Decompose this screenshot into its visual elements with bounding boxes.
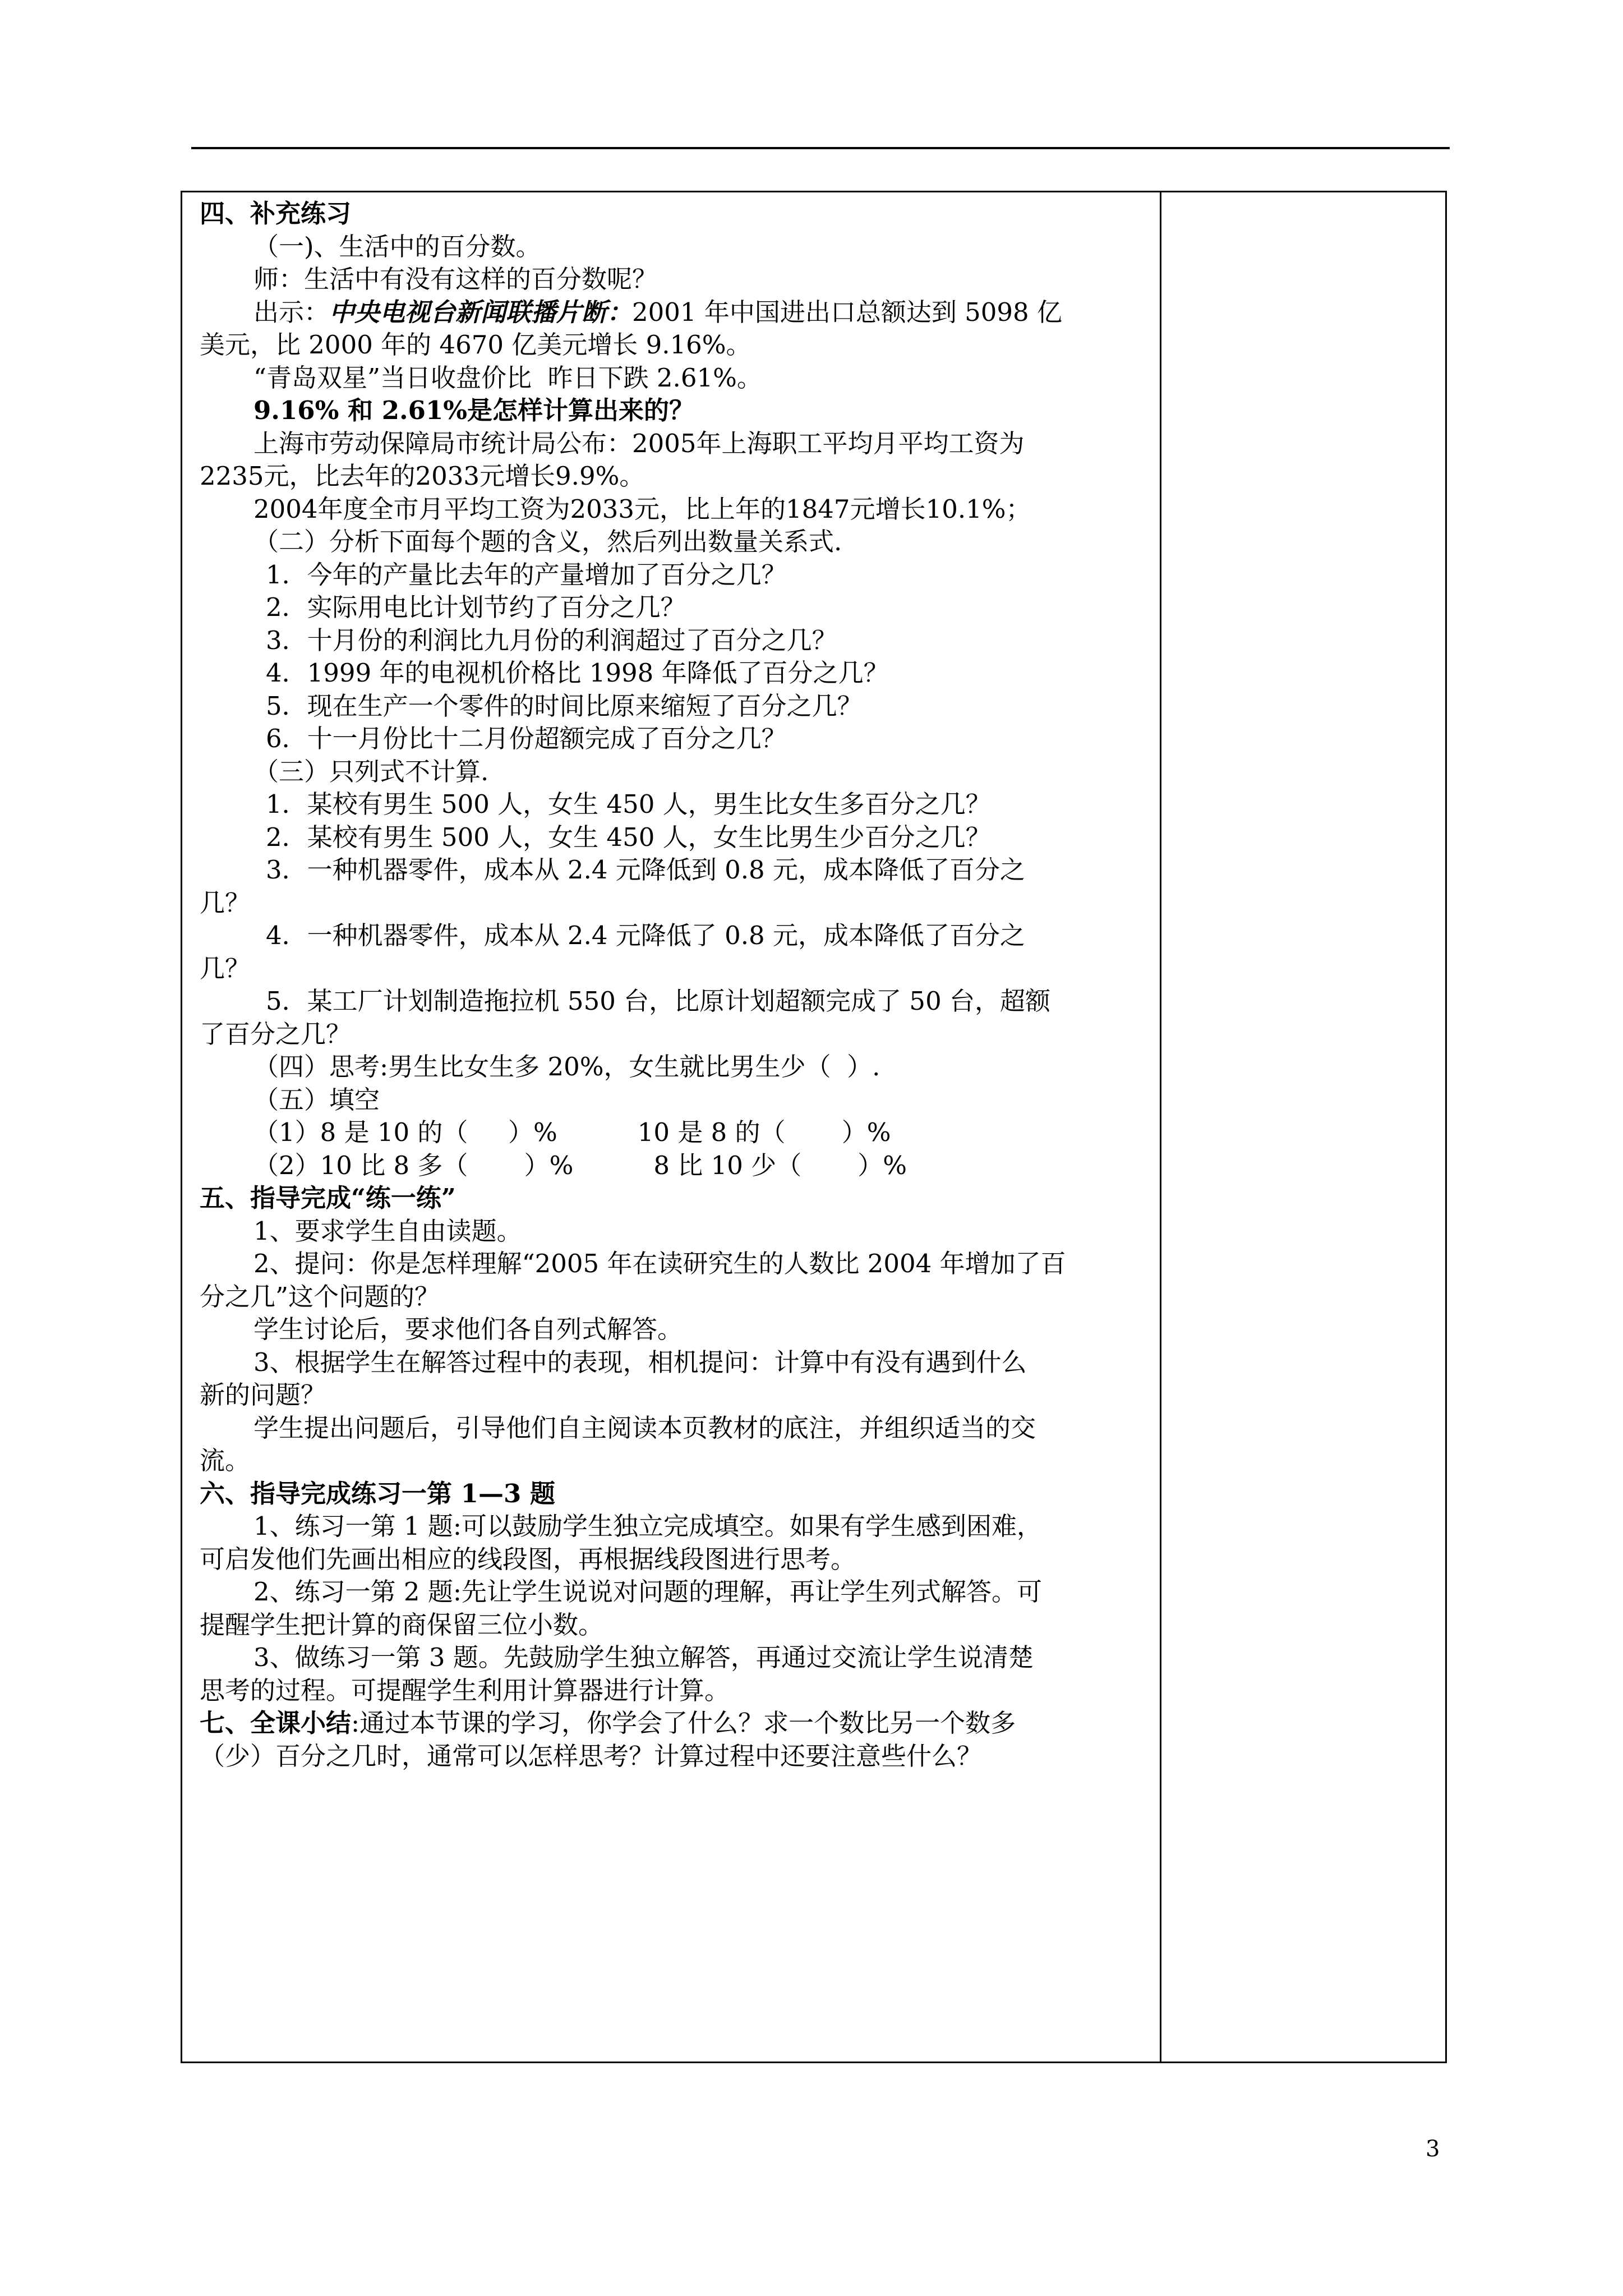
list-item: 1．今年的产量比去年的产量增加了百分之几？: [266, 559, 787, 590]
list-item: 5．某工厂计划制造拖拉机 550 台，比原计划超额完成了 50 台，超额: [266, 986, 1051, 1016]
list-item: 3．一种机器零件，成本从 2.4 元降低到 0.8 元，成本降低了百分之: [266, 855, 1025, 885]
text-span: 2001 年中国进出口总额达到 5098 亿: [632, 297, 1062, 327]
table-column-divider: [1160, 191, 1161, 2063]
list-item: 4．1999 年的电视机价格比 1998 年降低了百分之几？: [266, 658, 889, 688]
header-rule: [191, 147, 1450, 149]
section-title-7: 七、全课小结: [200, 1708, 352, 1738]
text-line: （三）只列式不计算.: [253, 756, 489, 786]
text-line: 几？: [200, 887, 251, 918]
list-item: 3．十月份的利润比九月份的利润超过了百分之几？: [266, 625, 837, 655]
fill-blank-line: （2）10 比 8 多（ ）% 8 比 10 少（ ）%: [253, 1150, 907, 1180]
list-item: 1．某校有男生 500 人，女生 450 人，男生比女生多百分之几？: [266, 789, 991, 819]
section-title-4: 四、补充练习: [200, 199, 352, 228]
list-item: 2．实际用电比计划节约了百分之几？: [266, 592, 686, 622]
text-line: 上海市劳动保障局市统计局公布：2005年上海职工平均月平均工资为: [253, 428, 1025, 458]
list-item: 2．某校有男生 500 人，女生 450 人，女生比男生少百分之几？: [266, 822, 991, 852]
text-line: 1、练习一第 1 题:可以鼓励学生独立完成填空。如果有学生感到困难，: [253, 1511, 1043, 1541]
list-item: 6．十一月份比十二月份超额完成了百分之几？: [266, 724, 787, 753]
text-line: 分之几”这个问题的？: [200, 1281, 440, 1312]
text-line: 3、根据学生在解答过程中的表现，相机提问：计算中有没有遇到什么: [253, 1347, 1027, 1377]
text-line: 1、要求学生自由读题。: [253, 1216, 522, 1246]
text-line: （二）分析下面每个题的含义，然后列出数量关系式.: [253, 527, 842, 556]
text-line: 2、练习一第 2 题:先让学生说说对问题的理解，再让学生列式解答。可: [253, 1577, 1043, 1607]
section-title-6: 六、指导完成练习一第 1—3 题: [200, 1478, 555, 1508]
section-title-5: 五、指导完成“练一练”: [200, 1183, 456, 1213]
text-line: （五）填空: [253, 1084, 380, 1115]
text-line: 了百分之几？: [200, 1019, 352, 1049]
text-line: 学生讨论后，要求他们各自列式解答。: [253, 1314, 683, 1344]
text-line: “青岛双星”当日收盘价比 昨日下跌 2.61%。: [253, 362, 762, 393]
text-line: 几？: [200, 953, 251, 983]
list-item: 4．一种机器零件，成本从 2.4 元降低了 0.8 元，成本降低了百分之: [266, 921, 1025, 950]
text-line: 师：生活中有没有这样的百分数呢？: [253, 264, 658, 294]
text-line: 2235元，比去年的2033元增长9.9%。: [200, 461, 645, 491]
text-line: （少）百分之几时，通常可以怎样思考？计算过程中还要注意些什么？: [200, 1741, 983, 1771]
text-line: 新的问题？: [200, 1380, 326, 1410]
text-line: 学生提出问题后，引导他们自主阅读本页教材的底注，并组织适当的交: [253, 1412, 1036, 1443]
text-line: 思考的过程。可提醒学生利用计算器进行计算。: [200, 1675, 730, 1705]
text-line: 流。: [200, 1446, 251, 1475]
text-line: 可启发他们先画出相应的线段图，再根据线段图进行思考。: [200, 1544, 856, 1574]
text-line: [200, 296, 1147, 329]
emphasis-text: 中央电视台新闻联播片断：: [329, 297, 633, 327]
page-number: 3: [1426, 2136, 1440, 2162]
text-span: :通过本节课的学习，你学会了什么？求一个数比另一个数多: [351, 1708, 1016, 1738]
text-line: [200, 1707, 1147, 1740]
list-item: 5．现在生产一个零件的时间比原来缩短了百分之几？: [266, 691, 863, 721]
text-line: （一)、生活中的百分数。: [253, 231, 541, 261]
text-line: （四）思考:男生比女生多 20%，女生就比男生少（ ）.: [253, 1052, 880, 1082]
text-line: 2004年度全市月平均工资为2033元，比上年的1847元增长10.1%；: [253, 494, 1031, 524]
text-line: 3、做练习一第 3 题。先鼓励学生独立解答，再通过交流让学生说清楚: [253, 1642, 1034, 1672]
text-span: 出示：: [253, 297, 330, 327]
text-line: 2、提问：你是怎样理解“2005 年在读研究生的人数比 2004 年增加了百: [253, 1249, 1066, 1278]
bold-question: 9.16% 和 2.61%是怎样计算出来的？: [253, 395, 695, 425]
fill-blank-line: （1）8 是 10 的（ ）% 10 是 8 的（ ）%: [253, 1117, 891, 1147]
text-line: 美元，比 2000 年的 4670 亿美元增长 9.16%。: [200, 330, 751, 360]
text-line: 提醒学生把计算的商保留三位小数。: [200, 1609, 604, 1640]
lesson-content: [200, 197, 1147, 1773]
